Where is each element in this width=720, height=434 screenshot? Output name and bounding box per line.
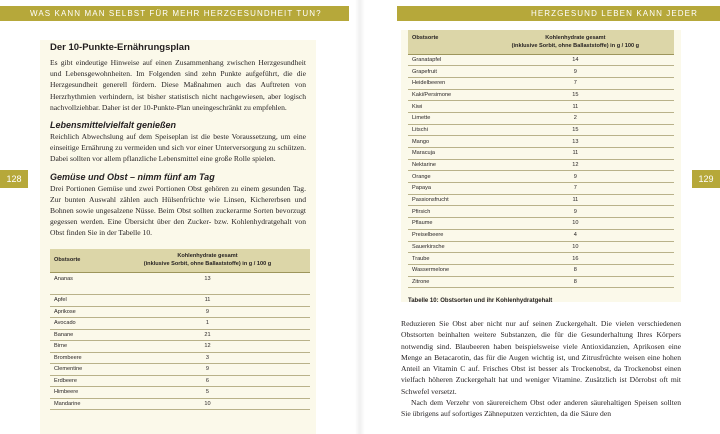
table-row [408, 241, 674, 253]
table-header-row [50, 249, 310, 273]
page-number-right: 129 [692, 170, 720, 188]
table-row [408, 264, 674, 276]
carb-value: 12 [477, 159, 674, 171]
fruit-name: Clementine [50, 364, 105, 376]
carb-value: 9 [477, 206, 674, 218]
variety-paragraph: Reichlich Abwechslung auf dem Speiseplan ist die beste Voraussetzung, um eine einseitige Ernährung zu vermeiden und sich vor einer Unterversorgung zu schützen. Dabei sollten vor allem pflanzliche Lebensmittel eine große Rolle spielen. [50, 132, 306, 164]
fruit-name: Erdbeere [50, 375, 105, 387]
carb-value: 8 [477, 264, 674, 276]
info-box-right [401, 30, 681, 305]
carb-value: 9 [105, 364, 310, 376]
fruit-name: Ananas [50, 273, 105, 295]
fruit-name: Maracuja [408, 148, 477, 160]
table-row [50, 364, 310, 376]
running-header-right: HERZGESUND LEBEN KANN JEDER [397, 6, 720, 21]
fruit-name: Traube [408, 253, 477, 265]
table-row [408, 124, 674, 136]
table-row [408, 194, 674, 206]
table-row [408, 112, 674, 124]
table-row [408, 183, 674, 195]
carb-value: 9 [477, 171, 674, 183]
table-row [408, 171, 674, 183]
table-row [50, 329, 310, 341]
fruit-name: Mango [408, 136, 477, 148]
carb-value: 4 [477, 229, 674, 241]
intro-paragraph: Es gibt eindeutige Hinweise auf einen Zusammenhang zwischen Herzgesundheit und Lebensgewohnheiten. Im Folgenden sind zehn Punkte aufgeführt, die die Herzgesundheit generell fördern. Diese Maßnahmen auch das Auftreten von Herzrhythmien verhindern, ist bisher statistisch nicht nachgewiesen, aber logisch nachvollziehbar. Daher ist der 10-Punkte-Plan uneingeschränkt zu empfehlen. [50, 58, 306, 112]
table-row [50, 375, 310, 387]
carb-value: 12 [105, 341, 310, 353]
carb-value: 11 [477, 101, 674, 113]
table-row [408, 229, 674, 241]
paragraph-fruit-benefits: Reduzieren Sie Obst aber nicht nur auf seinen Zuckergehalt. Die vielen verschiedenen Obstsorten beinhalten weitere Substanzen, die für die Gesunderhaltung Ihres Körpers notwendig sind. Blaubeeren haben beispielsweise viele Antioxidanzien, Aprikosen eine Menge an Betacarotin, das für die Augen wichtig ist, und Zitrusfrüchte weisen eine hohen Anteil an Vitamin C auf. Frisches Obst ist besser als Trockenobst, da Trockenobst einen vielfach höheren Zuckergehalt hat und weniger Vitamine. Zusätzlich ist Dörrobst oft mit Schwefel versetzt. [401, 319, 681, 396]
fruit-name: Orange [408, 171, 477, 183]
fruit-name: Pflaume [408, 218, 477, 230]
fruit-name: Avocado [50, 318, 105, 330]
fruit-table-part2 [408, 30, 674, 288]
carb-value: 16 [477, 253, 674, 265]
carbs-header-line2: (inklusive Sorbit, ohne Ballaststoffe) in g / 100 g [143, 261, 272, 268]
fruit-name: Zitrone [408, 276, 477, 288]
column-header-fruit: Obstsorte [408, 30, 477, 54]
column-header-carbs [477, 30, 674, 54]
table-row [408, 218, 674, 230]
carb-value: 13 [105, 273, 310, 295]
fruit-vegetables-paragraph: Drei Portionen Gemüse und zwei Portionen Obst gehören zu einem gesunden Tag. Zur bunten Auswahl zählen auch Hülsenfrüchte wie Linsen, Kichererbsen und Bohnen sowie ungesalzene Nüsse. Beim Obst sollten zuckerarme Sorten bevorzugt gegessen werden. Eine Übersicht über den Zucker- bzw. Kohlenhydratgehalt von Obst finden Sie in der Tabelle 10. [50, 183, 306, 238]
carb-value: 6 [105, 375, 310, 387]
carb-value: 10 [105, 398, 310, 410]
carb-value: 13 [477, 136, 674, 148]
table-row [50, 341, 310, 353]
carb-value: 11 [105, 295, 310, 307]
column-header-carbs [105, 249, 310, 273]
table-row [408, 276, 674, 288]
carb-value: 21 [105, 329, 310, 341]
table-row [408, 54, 674, 66]
fruit-name: Mandarine [50, 398, 105, 410]
carb-value: 8 [477, 276, 674, 288]
fruit-name: Litschi [408, 124, 477, 136]
fruit-name: Papaya [408, 183, 477, 195]
running-header-left: WAS KANN MAN SELBST FÜR MEHR HERZGESUNDHEIT TUN? [0, 6, 349, 21]
table-header-row [408, 30, 674, 54]
carb-value: 10 [477, 218, 674, 230]
carbs-header-line1: Kohlenhydrate gesamt [545, 34, 606, 41]
fruit-name: Granatapfel [408, 54, 477, 66]
fruit-name: Banane [50, 329, 105, 341]
fruit-name: Pfirsich [408, 206, 477, 218]
carb-value: 5 [105, 387, 310, 399]
fruit-name: Kiwi [408, 101, 477, 113]
carb-value: 15 [477, 89, 674, 101]
fruit-table-part1 [50, 249, 310, 411]
book-gutter [355, 0, 365, 434]
section-title: Der 10-Punkte-Ernährungsplan [50, 42, 190, 53]
carb-value: 7 [477, 183, 674, 195]
table-row [408, 77, 674, 89]
table-row [408, 66, 674, 78]
fruit-name: Heidelbeeren [408, 77, 477, 89]
table-row [50, 398, 310, 410]
subheading-fruit-vegetables: Gemüse und Obst – nimm fünf am Tag [50, 171, 215, 182]
right-body-text [401, 318, 681, 420]
table-row [408, 159, 674, 171]
table-row [408, 136, 674, 148]
paragraph-acid-teeth [401, 397, 681, 420]
fruit-name: Grapefruit [408, 66, 477, 78]
carb-value: 3 [105, 352, 310, 364]
fruit-name: Himbeere [50, 387, 105, 399]
subheading-variety: Lebensmittelvielfalt genießen [50, 120, 177, 131]
carb-value: 11 [477, 194, 674, 206]
table-row [50, 352, 310, 364]
carb-value: 1 [105, 318, 310, 330]
carb-value: 10 [477, 241, 674, 253]
fruit-name: Brombeere [50, 352, 105, 364]
fruit-name: Preiselbeere [408, 229, 477, 241]
fruit-name: Wassermelone [408, 264, 477, 276]
table-row [408, 206, 674, 218]
paragraph-acid-teeth-text: Nach dem Verzehr von säurereichem Obst oder anderen säurehaltigen Speisen sollten Sie übrigens auf sofortiges Zähneputzen verzichten, da die Säure den [401, 398, 681, 419]
fruit-name: Passionsfrucht [408, 194, 477, 206]
carb-value: 7 [477, 77, 674, 89]
table-row [50, 387, 310, 399]
table-row [50, 273, 310, 295]
table-row [50, 306, 310, 318]
carbs-header-line2: (inklusive Sorbit, ohne Ballaststoffe) in g / 100 g [511, 42, 640, 49]
table-row [50, 295, 310, 307]
carb-value: 11 [477, 148, 674, 160]
table-caption: Tabelle 10: Obstsorten und ihr Kohlenhydratgehalt [408, 298, 553, 305]
table-row [50, 318, 310, 330]
carb-value: 15 [477, 124, 674, 136]
table-row [408, 148, 674, 160]
carb-value: 9 [105, 306, 310, 318]
info-box-left [40, 40, 316, 434]
fruit-name: Aprikose [50, 306, 105, 318]
table-row [408, 89, 674, 101]
fruit-name: Sauerkirsche [408, 241, 477, 253]
fruit-name: Limette [408, 112, 477, 124]
table-row [408, 101, 674, 113]
carb-value: 9 [477, 66, 674, 78]
table-row [408, 253, 674, 265]
carb-value: 14 [477, 54, 674, 66]
page-number-left: 128 [0, 170, 28, 188]
carb-value: 2 [477, 112, 674, 124]
carbs-header-line1: Kohlenhydrate gesamt [177, 253, 238, 260]
fruit-name: Apfel [50, 295, 105, 307]
fruit-name: Kaki/Persimone [408, 89, 477, 101]
column-header-fruit: Obstsorte [50, 249, 105, 273]
fruit-name: Birne [50, 341, 105, 353]
fruit-name: Nektarine [408, 159, 477, 171]
